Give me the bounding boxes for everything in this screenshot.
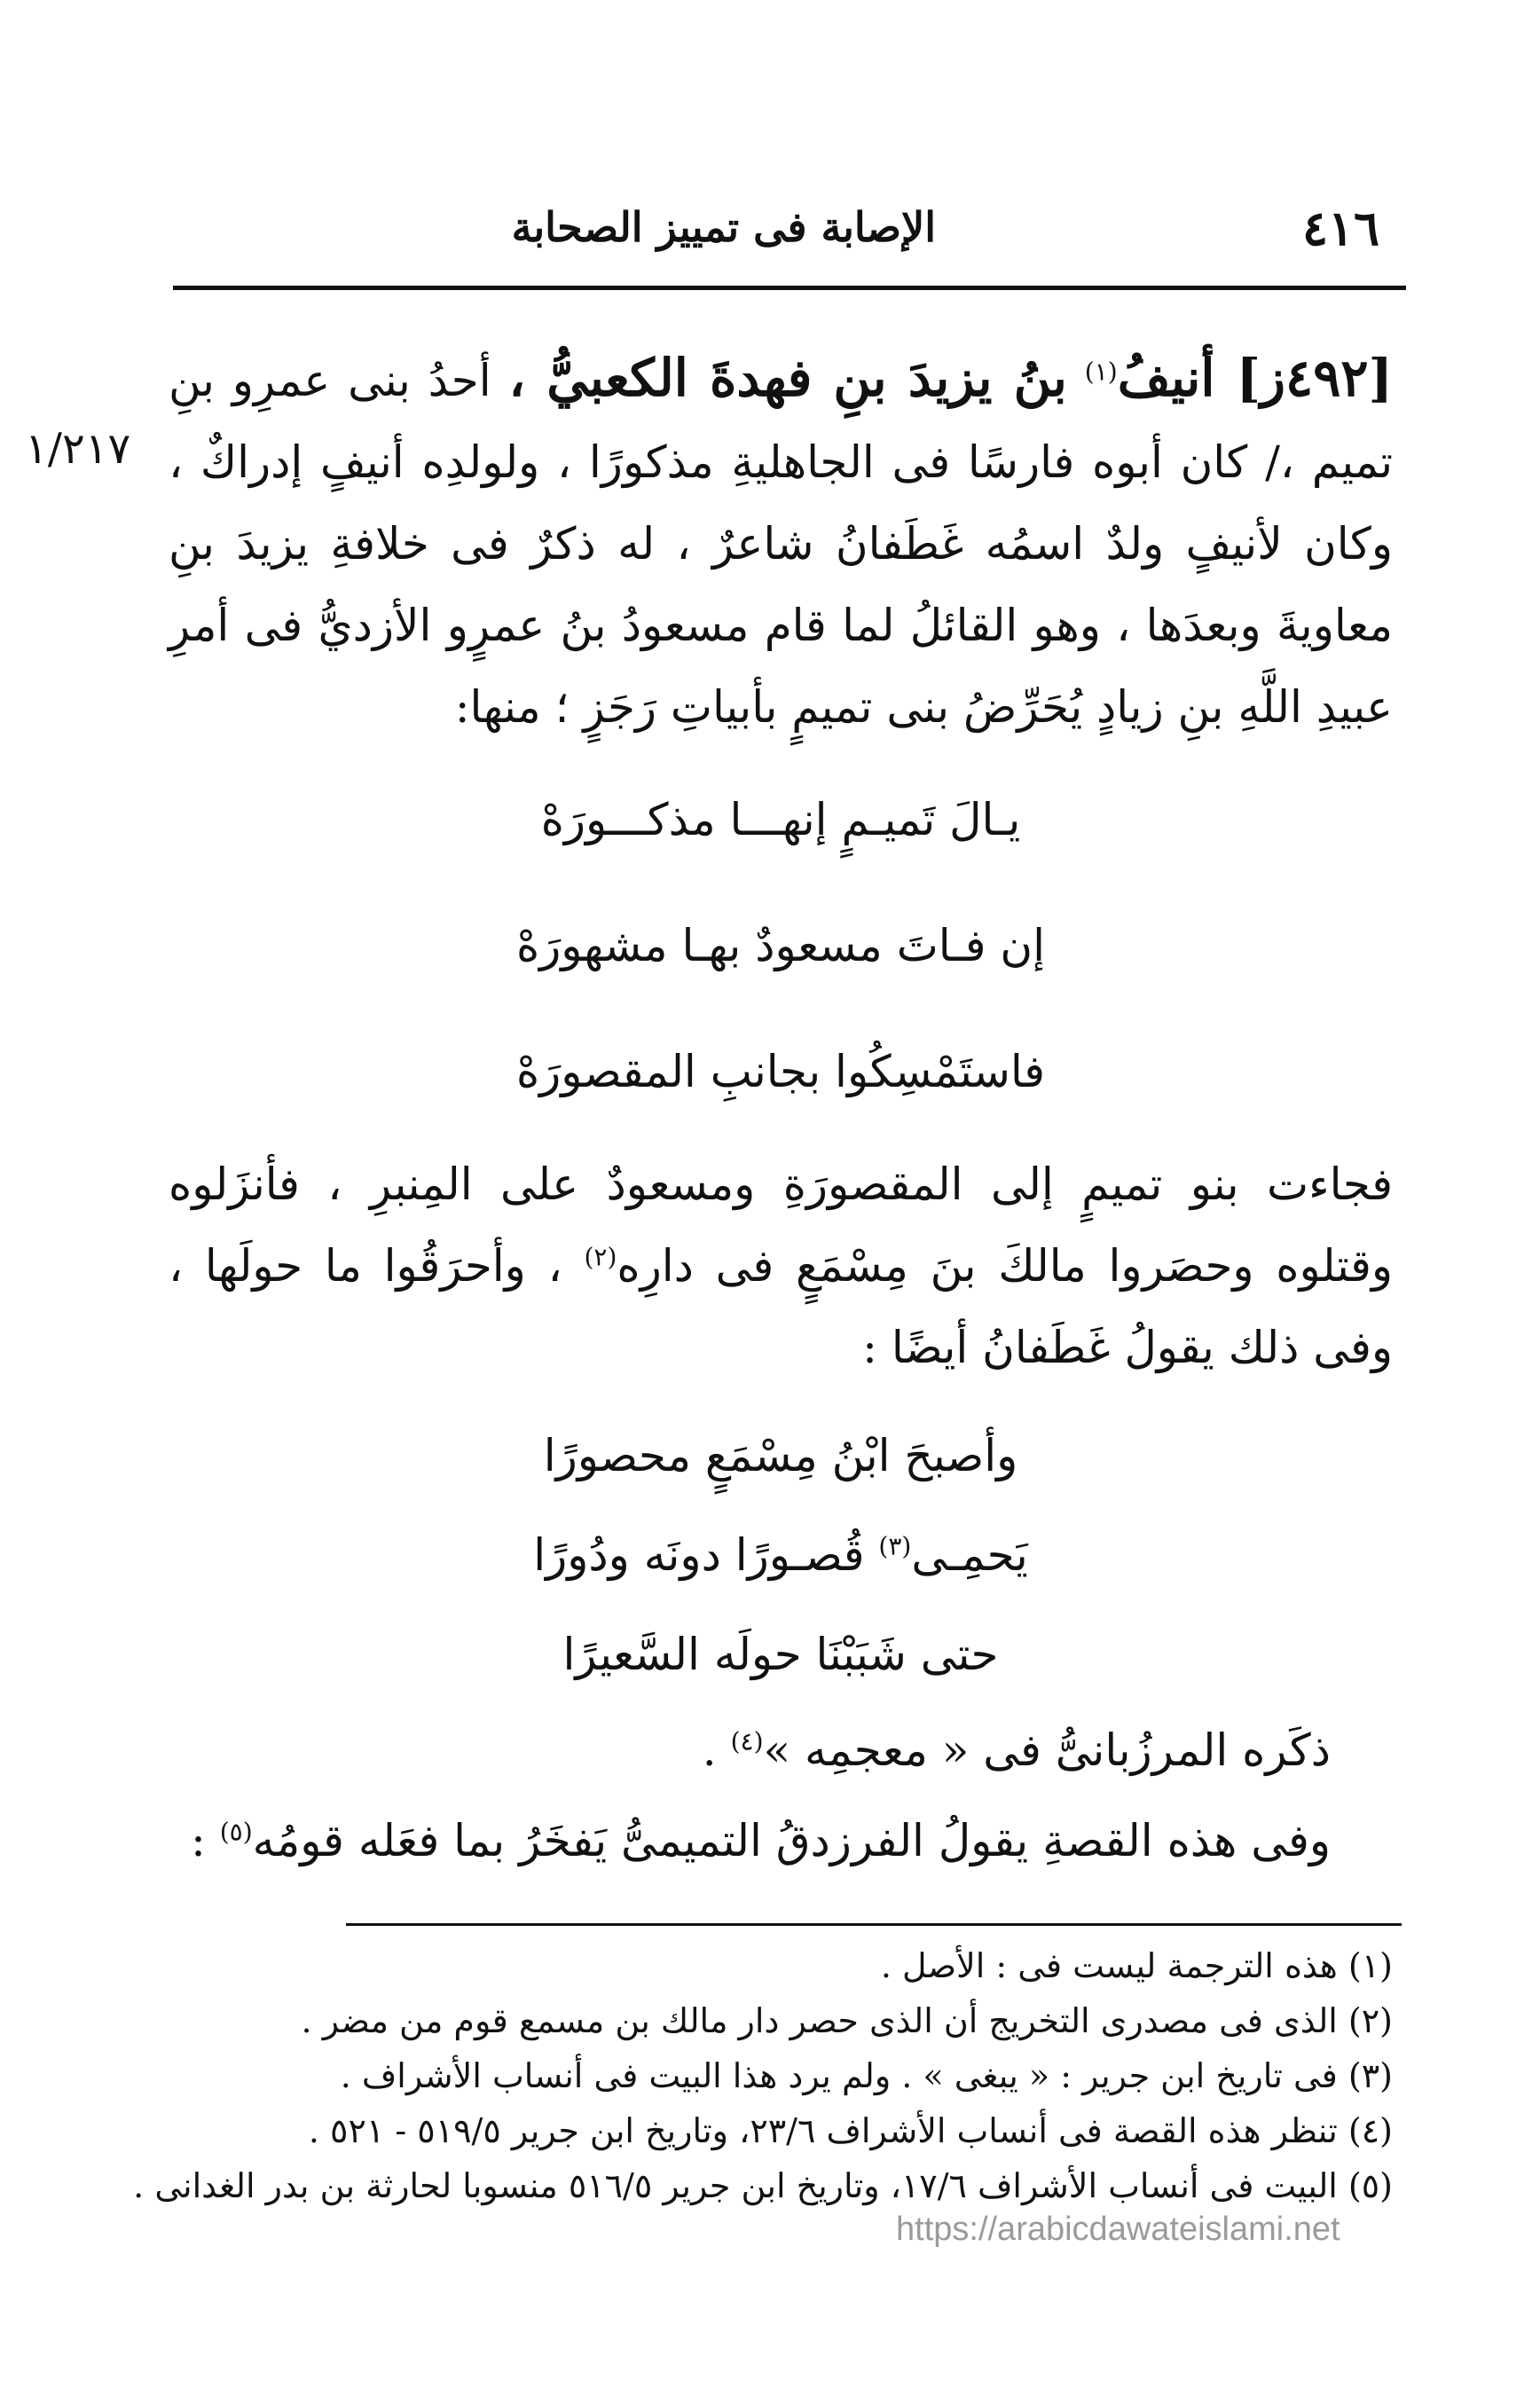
verse-text: قُصـورًا دونَه ودُورًا xyxy=(533,1529,865,1581)
footnote-marker: (٢) xyxy=(584,1242,617,1272)
entry-paragraph xyxy=(169,337,1393,748)
verse-text: وأصبحَ ابْنُ مِسْمَعٍ محصورًا xyxy=(543,1430,1018,1481)
footnote-item: (٢) الذى فى مصدرى التخريج أن الذى حصر دار مالك بن مسمع قوم من مضر . xyxy=(301,2001,1393,2040)
paragraph-4 xyxy=(169,1800,1393,1882)
footnote-item: (٣) فى تاريخ ابن جرير : « يبغى » . ولم يرد هذا البيت فى أنساب الأشراف . xyxy=(340,2056,1393,2095)
page-number: ٤١٦ xyxy=(1301,200,1379,256)
entry-heading: [٤٩٢ز] أنيفُ xyxy=(1117,348,1393,408)
header-rule xyxy=(173,286,1406,290)
main-text xyxy=(169,337,1393,1882)
paragraph-2 xyxy=(169,1143,1393,1388)
verse-line xyxy=(169,1605,1393,1704)
entry-text: أحدُ بنى عمرِو بنِ تميم ،/ كان أبوه فارسًا فى الجاهليةِ مذكورًا ، ولولدِه أنيفٍ إدراكٌ ، وكان لأنيفٍ ولدٌ اسمُه غَطَفانُ شاعرٌ ، له ذكرٌ فى خلافةِ يزيدَ بنِ معاويةَ وبعدَها ، وهو القائلُ لما قام مسعودُ بنُ عمرٍو الأزديُّ فى أمرِ عبيدِ اللَّهِ بنِ زيادٍ يُحَرِّضُ بنى تميمٍ بأبياتِ رَجَزٍ ؛ منها: xyxy=(169,355,1393,733)
verse-line xyxy=(169,1406,1393,1505)
footnote-rule xyxy=(346,1923,1402,1926)
verse-text: حتى شَبَبْنَا حولَه السَّعيرًا xyxy=(562,1629,999,1680)
footnotes xyxy=(133,1938,1393,2213)
verse-line: إن فـاتَ مسعودٌ بهـا مشهورَهْ xyxy=(515,920,1046,971)
paragraph-end: : xyxy=(190,1815,206,1866)
verse-line xyxy=(169,1505,1393,1605)
watermark-url: https://arabicdawateislami.net xyxy=(896,2211,1340,2248)
footnote-marker: (٤) xyxy=(730,1726,764,1756)
verse-line: يـالَ تَميـمٍ إنهـــا مذكـــورَهْ xyxy=(540,794,1021,845)
paragraph-3 xyxy=(169,1709,1393,1791)
footnote-marker: (٣) xyxy=(878,1531,912,1561)
footnote-marker: (١) xyxy=(1084,357,1118,387)
footnote-item: (١) هذه الترجمة ليست فى : الأصل . xyxy=(880,1946,1393,1985)
footnote-item: (٤) تنظر هذه القصة فى أنساب الأشراف ٢٣/٦، وتاريخ ابن جرير ٥١٩/٥ - ٥٢١ . xyxy=(308,2111,1393,2150)
paragraph-text: فجاءت بنو تميمٍ إلى المقصورَةِ ومسعودٌ على المِنبرِ ، فأنزَلوه وقتلوه وحصَروا مالكَ بنَ مِسْمَعٍ فى دارِه xyxy=(169,1159,1393,1292)
footnote-marker: (٥) xyxy=(219,1817,253,1847)
verse-group-2 xyxy=(169,1406,1393,1704)
paragraph-text: ، وأحرَقُوا ما حولَها ، وفى ذلك يقولُ غَطَفانُ أيضًا : xyxy=(169,1240,1393,1373)
verse-text: يَحمِـى xyxy=(911,1529,1028,1581)
paragraph-text: ذكَره المرزُبانىُّ فى « معجمِه » xyxy=(763,1724,1331,1776)
paragraph-end: . xyxy=(702,1724,717,1776)
verse-group-1 xyxy=(169,757,1393,1135)
page-header xyxy=(177,200,1406,262)
paragraph-text: وفى هذه القصةِ يقولُ الفرزدقُ التميمىُّ يَفخَرُ بما فعَله قومُه xyxy=(252,1815,1331,1866)
entry-name: بنُ يزيدَ بنِ فهدةَ الكعبيُّ ، xyxy=(508,348,1067,408)
margin-reference: ١/٢١٧ xyxy=(25,424,131,474)
running-title: الإصابة فى تمييز الصحابة xyxy=(511,203,936,251)
verse-line: فاستَمْسِكُوا بجانبِ المقصورَهْ xyxy=(515,1046,1046,1097)
footnote-item: (٥) البيت فى أنساب الأشراف ١٧/٦، وتاريخ ابن جرير ٥١٦/٥ منسوبا لحارثة بن بدر الغدانى . xyxy=(133,2166,1393,2205)
